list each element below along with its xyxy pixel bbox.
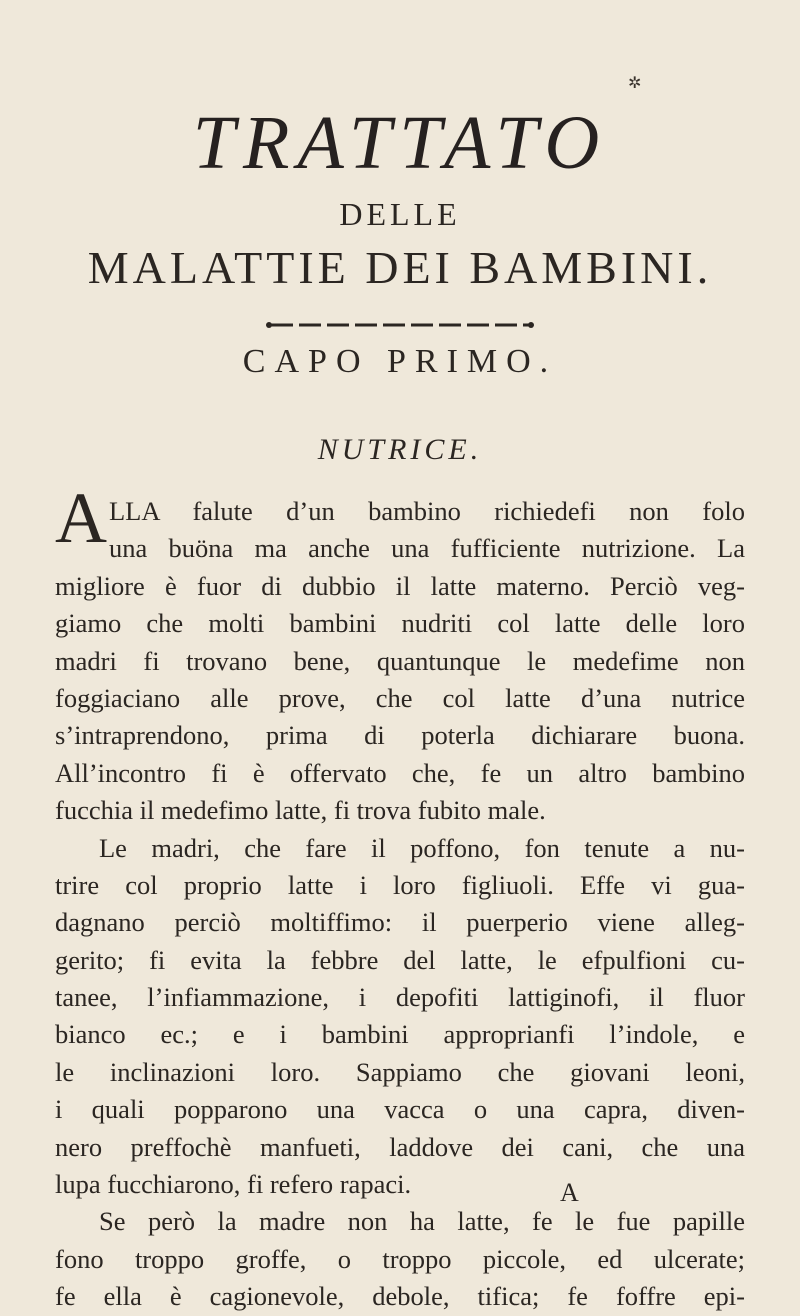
text-line: bianco ec.; e i bambini approprianfi l’indole, e xyxy=(55,1019,745,1050)
text-line: fono troppo groffe, o troppo piccole, ed ulcerate; xyxy=(55,1243,745,1274)
text-line: trire col proprio latte i loro figliuoli. Effe vi gua- xyxy=(55,869,745,900)
text-line: All’incontro fi è offervato che, fe un altro bambino xyxy=(55,757,745,788)
text-line: fucchia il medefimo latte, fi trova fubito male. xyxy=(55,795,546,826)
text-line: madri fi trovano bene, quantunque le medefime non xyxy=(55,645,745,676)
text-line: lupa fucchiarono, fi refero rapaci. xyxy=(55,1169,412,1200)
subtitle: MALATTIE DEI BAMBINI. xyxy=(87,242,713,293)
page-title: TRATTATO xyxy=(192,101,608,185)
text-line: le inclinazioni loro. Sappiamo che giovani leoni, xyxy=(55,1056,745,1087)
drop-cap: A xyxy=(55,478,107,558)
catchword: A xyxy=(560,1178,579,1207)
text-line: i quali popparono una vacca o una capra, diven- xyxy=(55,1094,745,1125)
decorative-rule-icon xyxy=(265,320,535,330)
body-text xyxy=(55,478,745,1316)
text-line: fe ella è cagionevole, debole, tifica; fe foffre epi- xyxy=(55,1281,745,1312)
text-line: tanee, l’infiammazione, i depofiti lattiginofi, il fluor xyxy=(55,982,745,1013)
printer-mark-icon: ✲ xyxy=(628,75,642,92)
text-line: ALLA falute d’un bambino richiedefi non folo xyxy=(55,478,745,558)
text-line: migliore è fuor di dubbio il latte materno. Perciò veg- xyxy=(55,570,745,601)
text-line: nero preffochè manfueti, laddove dei cani, che una xyxy=(55,1131,745,1162)
text-line: Se però la madre non ha latte, fe le fue papille xyxy=(99,1206,745,1237)
text-line: Le madri, che fare il poffono, fon tenute a nu- xyxy=(99,832,745,863)
subtitle-delle: DELLE xyxy=(339,196,461,232)
text-line: dagnano perciò moltiffimo: il puerperio viene alleg- xyxy=(55,907,745,938)
chapter-heading: CAPO PRIMO. xyxy=(242,343,558,380)
text-line: gerito; fi evita la febbre del latte, le efpulfioni cu- xyxy=(55,944,745,975)
text-line: giamo che molti bambini nudriti col latte delle loro xyxy=(55,608,745,639)
section-heading: NUTRICE. xyxy=(317,433,483,466)
text-line: foggiaciano alle prove, che col latte d’una nutrice xyxy=(55,682,745,713)
text-line: s’intraprendono, prima di poterla dichiarare buona. xyxy=(55,720,745,751)
text-line: una buöna ma anche una fufficiente nutrizione. La xyxy=(109,533,745,564)
